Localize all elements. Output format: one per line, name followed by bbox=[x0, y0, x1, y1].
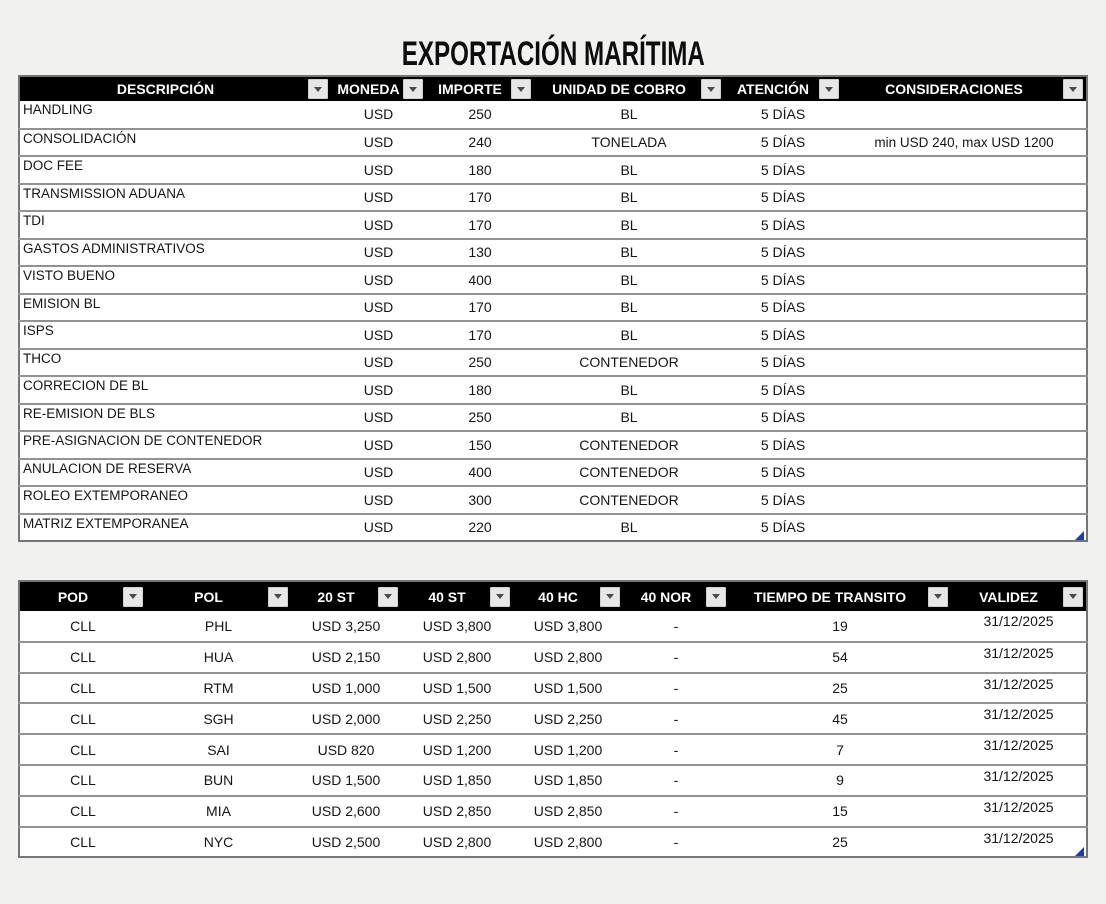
filter-dropdown-button[interactable] bbox=[308, 79, 328, 99]
table-cell[interactable]: 250 bbox=[468, 409, 492, 426]
table-cell[interactable]: ANULACION DE RESERVA bbox=[23, 460, 192, 476]
table-cell[interactable]: 170 bbox=[468, 216, 492, 233]
table-cell[interactable]: USD bbox=[363, 326, 394, 343]
column-header-label: TIEMPO DE TRANSITO bbox=[753, 588, 907, 605]
table-cell[interactable]: - bbox=[673, 833, 679, 850]
table-cell[interactable]: BL bbox=[620, 409, 638, 426]
table-cell[interactable]: HUA bbox=[203, 649, 234, 666]
table-cell[interactable]: BL bbox=[620, 216, 638, 233]
column-header-label: 40 HC bbox=[538, 588, 578, 605]
table-cell[interactable]: USD 1,500 bbox=[533, 679, 603, 696]
table-cell[interactable]: USD bbox=[363, 491, 394, 508]
table-cell[interactable]: 240 bbox=[468, 134, 492, 151]
filter-dropdown-button[interactable] bbox=[701, 79, 721, 99]
table-cell[interactable] bbox=[842, 156, 1087, 184]
table-cell[interactable]: SGH bbox=[203, 710, 234, 727]
table-row bbox=[19, 514, 1087, 542]
table-cell[interactable]: BL bbox=[620, 519, 638, 536]
table-cell[interactable]: USD bbox=[363, 436, 394, 453]
filter-dropdown-button[interactable] bbox=[378, 587, 398, 607]
chevron-down-icon bbox=[707, 87, 715, 92]
table-cell[interactable]: 400 bbox=[468, 464, 492, 481]
table-cell[interactable]: MIA bbox=[206, 803, 231, 820]
table-cell[interactable]: 5 DÍAS bbox=[760, 519, 806, 536]
title-bar bbox=[0, 0, 1106, 75]
chevron-down-icon bbox=[384, 594, 392, 599]
table-cell[interactable]: TONELADA bbox=[591, 134, 667, 151]
table-cell[interactable]: CORRECION DE BL bbox=[23, 378, 149, 393]
table-cell[interactable]: SAI bbox=[207, 741, 230, 758]
table-row bbox=[19, 703, 1087, 734]
table-cell[interactable]: - bbox=[673, 803, 679, 820]
table-cell[interactable]: 19 bbox=[832, 617, 848, 634]
table-cell[interactable]: USD 2,500 bbox=[311, 833, 381, 850]
table-cell[interactable]: CLL bbox=[70, 617, 96, 634]
table-cell[interactable]: - bbox=[673, 617, 679, 634]
table-cell[interactable]: 5 DÍAS bbox=[760, 161, 806, 178]
table-cell[interactable]: USD bbox=[363, 519, 394, 536]
table-cell[interactable]: BL bbox=[620, 244, 638, 261]
page-title: EXPORTACIÓN MARÍTIMA bbox=[401, 33, 705, 74]
table-cell[interactable] bbox=[842, 101, 1087, 129]
table-cell[interactable]: 250 bbox=[468, 106, 492, 123]
chevron-down-icon bbox=[1069, 87, 1077, 92]
table-cell[interactable] bbox=[842, 376, 1087, 404]
table-cell[interactable]: ROLEO EXTEMPORANEO bbox=[23, 488, 189, 503]
table-cell[interactable]: BL bbox=[620, 189, 638, 206]
table-cell[interactable]: - bbox=[673, 649, 679, 666]
chevron-down-icon bbox=[1069, 594, 1077, 599]
table-cell[interactable]: USD 2,850 bbox=[533, 803, 603, 820]
table-cell[interactable]: BL bbox=[620, 271, 638, 288]
table-resize-handle[interactable] bbox=[1075, 847, 1084, 856]
chevron-down-icon bbox=[825, 87, 833, 92]
chevron-down-icon bbox=[409, 87, 417, 92]
table-cell[interactable]: USD 2,250 bbox=[422, 710, 492, 727]
table-row bbox=[19, 486, 1087, 514]
table-row bbox=[19, 765, 1087, 796]
table-cell[interactable]: ISPS bbox=[23, 323, 54, 338]
table-cell[interactable]: BL bbox=[620, 106, 638, 123]
column-header[interactable] bbox=[842, 76, 1087, 101]
column-header[interactable] bbox=[623, 581, 729, 611]
table-cell[interactable]: 220 bbox=[468, 519, 492, 536]
column-header[interactable] bbox=[19, 581, 146, 611]
column-header-label: VALIDEZ bbox=[979, 588, 1038, 605]
table-cell[interactable]: EMISION BL bbox=[23, 295, 101, 311]
table-cell[interactable]: 180 bbox=[468, 161, 492, 178]
filter-dropdown-button[interactable] bbox=[123, 587, 143, 607]
column-header-label: 40 NOR bbox=[640, 588, 692, 605]
column-header[interactable] bbox=[513, 581, 623, 611]
table-cell[interactable]: 45 bbox=[832, 710, 848, 727]
table-cell[interactable]: - bbox=[673, 772, 679, 789]
table-row bbox=[19, 101, 1087, 129]
table-cell[interactable]: USD bbox=[363, 299, 394, 316]
table-cell[interactable]: 31/12/2025 bbox=[983, 737, 1054, 754]
table-cell[interactable]: THCO bbox=[23, 350, 62, 366]
chevron-down-icon bbox=[274, 594, 282, 599]
table-cell[interactable]: USD bbox=[363, 464, 394, 481]
column-header[interactable] bbox=[146, 581, 291, 611]
table-cell[interactable]: - bbox=[673, 741, 679, 758]
table-cell[interactable]: 31/12/2025 bbox=[983, 767, 1054, 784]
table-cell[interactable]: CONTENEDOR bbox=[579, 464, 679, 481]
table-cell[interactable]: CLL bbox=[70, 833, 96, 850]
table-cell[interactable]: 150 bbox=[468, 436, 492, 453]
table-cell[interactable] bbox=[842, 431, 1087, 459]
table-cell[interactable]: 25 bbox=[832, 833, 848, 850]
table-cell[interactable]: BL bbox=[620, 161, 638, 178]
table-row bbox=[19, 129, 1087, 157]
rates-table bbox=[18, 580, 1088, 858]
table-cell[interactable]: USD bbox=[363, 244, 394, 261]
table-cell[interactable]: CONTENEDOR bbox=[579, 354, 679, 371]
table-cell[interactable]: 7 bbox=[836, 741, 844, 758]
column-header[interactable] bbox=[534, 76, 724, 101]
table-cell[interactable]: 130 bbox=[468, 244, 492, 261]
rates-table-container bbox=[18, 580, 1086, 858]
table-cell[interactable]: CONSOLIDACIÓN bbox=[23, 130, 137, 146]
column-header-label: ATENCIÓN bbox=[736, 81, 810, 97]
table-row bbox=[19, 184, 1087, 212]
table-cell[interactable]: CLL bbox=[70, 772, 96, 789]
table-cell[interactable]: USD 1,500 bbox=[311, 772, 381, 789]
table-cell[interactable]: USD 1,850 bbox=[533, 772, 603, 789]
chevron-down-icon bbox=[129, 594, 137, 599]
table-cell[interactable]: 5 DÍAS bbox=[760, 354, 806, 371]
table-row bbox=[19, 349, 1087, 377]
table-cell[interactable] bbox=[842, 486, 1087, 514]
table-cell[interactable]: USD bbox=[363, 216, 394, 233]
column-header[interactable] bbox=[426, 76, 534, 101]
table-cell[interactable] bbox=[842, 404, 1087, 432]
table-cell[interactable]: 180 bbox=[468, 381, 492, 398]
table-cell[interactable]: TDI bbox=[23, 213, 45, 228]
table-cell[interactable]: BUN bbox=[203, 772, 234, 789]
table-cell[interactable]: 54 bbox=[832, 649, 848, 666]
table-cell[interactable]: MATRIZ EXTEMPORANEA bbox=[23, 515, 189, 531]
table-cell[interactable]: TRANSMISSION ADUANA bbox=[23, 185, 186, 201]
filter-dropdown-button[interactable] bbox=[268, 587, 288, 607]
table-cell[interactable]: USD 1,850 bbox=[422, 772, 492, 789]
table-row bbox=[19, 211, 1087, 239]
table-cell[interactable]: 31/12/2025 bbox=[983, 644, 1054, 661]
table-row bbox=[19, 734, 1087, 765]
chevron-down-icon bbox=[712, 594, 720, 599]
table-cell[interactable]: 5 DÍAS bbox=[760, 491, 806, 508]
table-cell[interactable]: USD 2,800 bbox=[533, 649, 603, 666]
column-header-label: CONSIDERACIONES bbox=[885, 81, 1023, 97]
table-cell[interactable]: BL bbox=[620, 299, 638, 316]
table-cell[interactable]: 9 bbox=[836, 772, 844, 789]
header-row bbox=[19, 581, 1087, 611]
column-header-label: MONEDA bbox=[337, 81, 400, 97]
table-cell[interactable]: USD 2,800 bbox=[422, 833, 492, 850]
table-cell[interactable]: BL bbox=[620, 381, 638, 398]
table-cell[interactable]: NYC bbox=[203, 833, 234, 850]
column-header[interactable] bbox=[951, 581, 1087, 611]
table-cell[interactable] bbox=[842, 459, 1087, 487]
table-cell[interactable]: 31/12/2025 bbox=[983, 798, 1054, 815]
table-cell[interactable]: CONTENEDOR bbox=[579, 436, 679, 453]
table-cell[interactable] bbox=[842, 349, 1087, 377]
table-cell[interactable]: USD bbox=[363, 271, 394, 288]
table-cell[interactable]: USD 3,800 bbox=[533, 617, 603, 634]
table-cell[interactable]: USD bbox=[363, 354, 394, 371]
table-row bbox=[19, 827, 1087, 858]
column-header-label: IMPORTE bbox=[438, 81, 502, 97]
table-row bbox=[19, 611, 1087, 642]
filter-dropdown-button[interactable] bbox=[403, 79, 423, 99]
table-cell[interactable]: USD 2,850 bbox=[422, 803, 492, 820]
table-cell[interactable]: USD bbox=[363, 381, 394, 398]
table-cell[interactable]: CLL bbox=[70, 741, 96, 758]
table-cell[interactable]: USD 2,250 bbox=[533, 710, 603, 727]
table-cell[interactable] bbox=[842, 294, 1087, 322]
charges-table-container bbox=[18, 75, 1086, 542]
table-cell[interactable]: 15 bbox=[832, 803, 848, 820]
table-cell[interactable]: 31/12/2025 bbox=[983, 706, 1054, 723]
chevron-down-icon bbox=[606, 594, 614, 599]
table-cell[interactable]: 170 bbox=[468, 299, 492, 316]
table-cell[interactable]: DOC FEE bbox=[23, 158, 84, 173]
table-row bbox=[19, 673, 1087, 704]
column-header-label: UNIDAD DE COBRO bbox=[552, 81, 686, 97]
table-cell[interactable] bbox=[842, 239, 1087, 267]
table-cell[interactable]: USD 1,200 bbox=[533, 741, 603, 758]
table-cell[interactable]: USD bbox=[363, 106, 394, 123]
table-cell[interactable]: RTM bbox=[203, 679, 234, 696]
table-cell[interactable]: VISTO BUENO bbox=[23, 268, 116, 283]
table-row bbox=[19, 239, 1087, 267]
table-row bbox=[19, 321, 1087, 349]
table-row bbox=[19, 431, 1087, 459]
table-cell[interactable]: 300 bbox=[468, 491, 492, 508]
table-cell[interactable]: 5 DÍAS bbox=[760, 299, 806, 316]
column-header[interactable] bbox=[729, 581, 951, 611]
table-cell[interactable]: HANDLING bbox=[23, 102, 93, 117]
table-cell[interactable]: 5 DÍAS bbox=[760, 326, 806, 343]
filter-dropdown-button[interactable] bbox=[600, 587, 620, 607]
chevron-down-icon bbox=[517, 87, 525, 92]
column-header[interactable] bbox=[724, 76, 842, 101]
table-cell[interactable]: 5 DÍAS bbox=[760, 409, 806, 426]
table-cell[interactable]: 5 DÍAS bbox=[760, 134, 806, 151]
table-cell[interactable]: RE-EMISION DE BLS bbox=[23, 405, 156, 421]
table-cell[interactable]: 5 DÍAS bbox=[760, 464, 806, 481]
table-cell[interactable]: USD 2,600 bbox=[311, 803, 381, 820]
table-cell[interactable] bbox=[842, 211, 1087, 239]
table-cell[interactable]: BL bbox=[620, 326, 638, 343]
table-row bbox=[19, 266, 1087, 294]
table-cell[interactable]: USD 3,800 bbox=[422, 617, 492, 634]
table-cell[interactable]: 5 DÍAS bbox=[760, 106, 806, 123]
column-header[interactable] bbox=[331, 76, 426, 101]
table-cell[interactable] bbox=[842, 266, 1087, 294]
column-header-label: POL bbox=[194, 588, 223, 605]
table-cell[interactable]: 5 DÍAS bbox=[760, 216, 806, 233]
table-cell[interactable]: 5 DÍAS bbox=[760, 189, 806, 206]
table-cell[interactable] bbox=[842, 184, 1087, 212]
table-cell[interactable]: CLL bbox=[70, 649, 96, 666]
table-cell[interactable]: USD 2,800 bbox=[533, 833, 603, 850]
table-cell[interactable]: 400 bbox=[468, 271, 492, 288]
table-cell[interactable]: 5 DÍAS bbox=[760, 271, 806, 288]
table-cell[interactable]: 31/12/2025 bbox=[983, 675, 1054, 692]
table-row bbox=[19, 404, 1087, 432]
column-header[interactable] bbox=[291, 581, 401, 611]
table-cell[interactable]: USD 1,000 bbox=[311, 679, 381, 696]
table-cell[interactable] bbox=[842, 514, 1087, 542]
filter-dropdown-button[interactable] bbox=[706, 587, 726, 607]
table-cell[interactable]: USD bbox=[363, 134, 394, 151]
filter-dropdown-button[interactable] bbox=[511, 79, 531, 99]
table-cell[interactable]: 170 bbox=[468, 326, 492, 343]
filter-dropdown-button[interactable] bbox=[490, 587, 510, 607]
table-row bbox=[19, 796, 1087, 827]
table-cell[interactable]: USD 2,150 bbox=[311, 649, 381, 666]
filter-dropdown-button[interactable] bbox=[1063, 587, 1083, 607]
table-cell[interactable]: 31/12/2025 bbox=[983, 613, 1054, 629]
header-row bbox=[19, 76, 1087, 101]
table-cell[interactable]: 5 DÍAS bbox=[760, 244, 806, 261]
table-cell[interactable]: USD 2,000 bbox=[311, 710, 381, 727]
table-cell[interactable]: 5 DÍAS bbox=[760, 436, 806, 453]
table-row bbox=[19, 642, 1087, 673]
table-cell[interactable]: USD 2,800 bbox=[422, 649, 492, 666]
table-cell[interactable]: USD 1,500 bbox=[422, 679, 492, 696]
column-header-label: POD bbox=[57, 588, 89, 605]
table-row bbox=[19, 294, 1087, 322]
table-cell[interactable]: 31/12/2025 bbox=[983, 829, 1054, 846]
table-cell[interactable]: USD 820 bbox=[317, 741, 375, 758]
table-row bbox=[19, 156, 1087, 184]
table-cell[interactable]: PHL bbox=[204, 617, 233, 634]
chevron-down-icon bbox=[314, 87, 322, 92]
table-cell[interactable]: CLL bbox=[70, 710, 96, 727]
table-cell[interactable]: USD bbox=[363, 189, 394, 206]
table-cell[interactable]: CLL bbox=[70, 679, 96, 696]
table-cell[interactable] bbox=[842, 321, 1087, 349]
filter-dropdown-button[interactable] bbox=[1063, 79, 1083, 99]
table-cell[interactable]: CLL bbox=[70, 803, 96, 820]
chevron-down-icon bbox=[934, 594, 942, 599]
filter-dropdown-button[interactable] bbox=[928, 587, 948, 607]
table-cell[interactable]: 5 DÍAS bbox=[760, 381, 806, 398]
filter-dropdown-button[interactable] bbox=[819, 79, 839, 99]
column-header-label: 40 ST bbox=[428, 588, 466, 605]
table-cell[interactable]: USD 1,200 bbox=[422, 741, 492, 758]
table-resize-handle[interactable] bbox=[1075, 531, 1084, 540]
column-header[interactable] bbox=[401, 581, 513, 611]
table-cell[interactable]: - bbox=[673, 679, 679, 696]
table-cell[interactable]: min USD 240, max USD 1200 bbox=[874, 134, 1054, 150]
table-cell[interactable]: CONTENEDOR bbox=[579, 491, 679, 508]
chevron-down-icon bbox=[496, 594, 504, 599]
table-cell[interactable]: USD 3,250 bbox=[311, 617, 381, 634]
charges-table bbox=[18, 75, 1088, 542]
table-cell[interactable]: - bbox=[673, 710, 679, 727]
table-cell[interactable]: 250 bbox=[468, 354, 492, 371]
table-cell[interactable]: 170 bbox=[468, 189, 492, 206]
table-row bbox=[19, 459, 1087, 487]
table-cell[interactable]: PRE-ASIGNACION DE CONTENEDOR bbox=[23, 433, 263, 448]
column-header-label: DESCRIPCIÓN bbox=[116, 81, 215, 97]
table-cell[interactable]: USD bbox=[363, 409, 394, 426]
table-cell[interactable]: USD bbox=[363, 161, 394, 178]
table-row bbox=[19, 376, 1087, 404]
column-header-label: 20 ST bbox=[317, 588, 355, 605]
table-cell[interactable]: GASTOS ADMINISTRATIVOS bbox=[23, 240, 205, 256]
table-cell[interactable]: 25 bbox=[832, 679, 848, 696]
column-header[interactable] bbox=[19, 76, 331, 101]
